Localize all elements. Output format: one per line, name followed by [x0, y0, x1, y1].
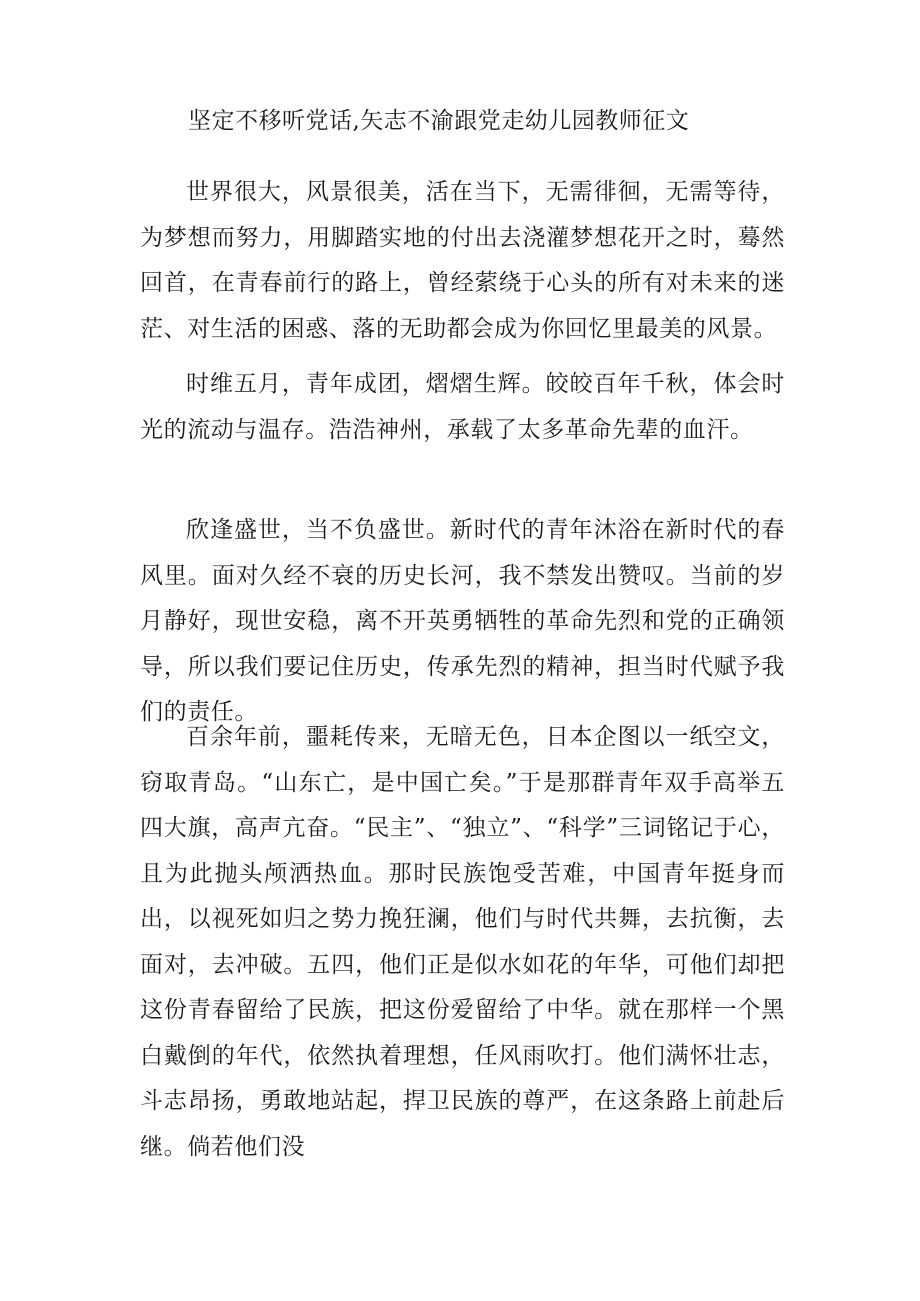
paragraph-2: 时维五月，青年成团，熠熠生辉。皎皎百年千秋，体会时光的流动与温存。浩浩神州，承载了太多革命先辈的血汗。 [140, 371, 785, 443]
paragraph-3: 欣逢盛世，当不负盛世。新时代的青年沐浴在新时代的春风里。面对久经不衰的历史长河，我不禁发出赞叹。当前的岁月静好，现世安稳，离不开英勇牺牲的革命先烈和党的正确领导，所以我们要记住历史，传承先烈的精神，担当时代赋予我们的责任。 [140, 517, 785, 725]
document-title: 坚定不移听党话,矢志不渝跟党走幼儿园教师征文 [188, 108, 690, 134]
paragraph-4: 百余年前，噩耗传来，无暗无色，日本企图以一纸空文，窃取青岛。“山东亡，是中国亡矣。”于是那群青年双手高举五四大旗，高声亢奋。“民主”、“独立”、“科学”三词铭记于心，且为此抛头颅洒热血。那时民族饱受苦难，中国青年挺身而出，以视死如归之势力挽狂澜，他们与时代共舞，去抗衡，去面对，去冲破。五四，他们正是似水如花的年华，可他们却把这份青春留给了民族，把这份爱留给了中华。就在那样一个黑白戴倒的年代，依然执着理想，任风雨吹打。他们满怀壮志，斗志昂扬，勇敢地站起，捍卫民族的尊严，在这条路上前赴后继。倘若他们没 [140, 724, 785, 1160]
paragraph-1: 世界很大，风景很美，活在当下，无需徘徊，无需等待，为梦想而努力，用脚踏实地的付出去浇灌梦想花开之时，蓦然回首，在青春前行的路上，曾经萦绕于心头的所有对未来的迷茫、对生活的困惑、落的无助都会成为你回忆里最美的风景。 [140, 179, 785, 342]
